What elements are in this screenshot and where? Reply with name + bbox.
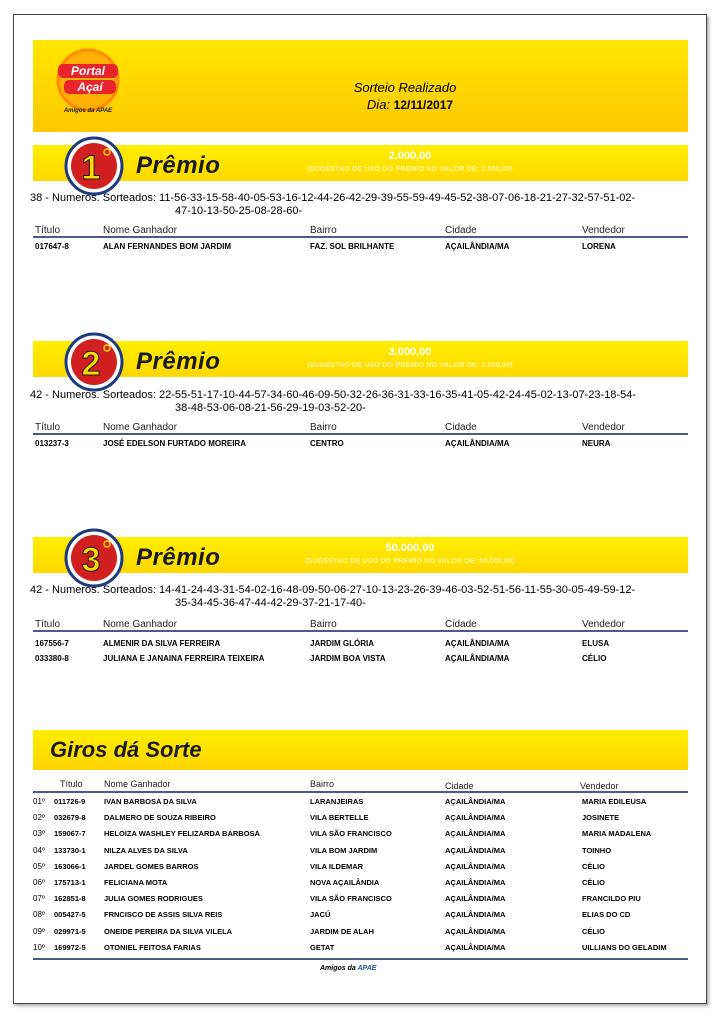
- col-head-bairro: Bairro: [310, 225, 337, 236]
- col-head-cidade: Cidade: [445, 422, 477, 433]
- footer-org: APAE: [357, 965, 377, 972]
- giros-cidade: AÇAILÂNDIA/MA: [445, 894, 506, 904]
- winner-vendedor: ELUSA: [582, 639, 610, 648]
- giros-ordinal: 07º: [33, 894, 45, 904]
- winner-nome: ALMENIR DA SILVA FERREIRA: [103, 639, 221, 648]
- giros-bairro: JARDIM DE ALAH: [310, 926, 374, 936]
- giros-nome: OTONIEL FEITOSA FARIAS: [104, 942, 201, 952]
- winner-nome: JULIANA E JANAINA FERREIRA TEIXEIRA: [103, 654, 265, 663]
- prize-1-numbers-line1: 11-56-33-15-58-40-05-53-16-12-44-26-42-29-39-55-59-49-45-52-38-07-06-18-21-27-32-57-51-02-: [159, 192, 636, 204]
- prize-3-ordinal: 3: [81, 541, 101, 579]
- giros-titulo: 163066-1: [54, 861, 86, 871]
- col-head-bairro: Bairro: [310, 619, 337, 630]
- winner-vendedor: LORENA: [582, 242, 616, 251]
- prize-2-ordinal: 2: [81, 345, 101, 383]
- prize-1-numbers-line2: 47-10-13-50-25-08-28-60-: [175, 205, 303, 217]
- giros-bairro: VILA BERTELLE: [310, 813, 369, 823]
- prize-2-rule: [33, 433, 688, 435]
- prize-1-numbers: [30, 192, 695, 218]
- winner-vendedor: CÉLIO: [582, 654, 607, 663]
- giros-bairro: LARANJEIRAS: [310, 797, 364, 806]
- giros-nome: FRNCISCO DE ASSIS SILVA REIS: [104, 910, 223, 920]
- giros-titulo: 011726-9: [54, 797, 86, 806]
- giros-ordinal: 06º: [33, 878, 45, 887]
- prize-3-numbers: [30, 584, 695, 610]
- giros-ordinal: 03º: [33, 829, 45, 839]
- winner-nome: JOSÉ EDELSON FURTADO MOREIRA: [103, 439, 246, 448]
- col-head-titulo: Título: [35, 422, 61, 433]
- winner-cidade: AÇAILÂNDIA/MA: [445, 242, 510, 251]
- giros-head-bairro: Bairro: [310, 779, 335, 789]
- giros-bairro: JACÚ: [310, 910, 331, 920]
- prize-2-word: Prêmio: [136, 348, 221, 375]
- giros-nome: JARDEL GOMES BARROS: [104, 861, 199, 871]
- winner-bairro: JARDIM GLÓRIA: [310, 639, 374, 648]
- giros-cidade: AÇAILÂNDIA/MA: [445, 845, 506, 855]
- giros-vendedor: MARIA MADALENA: [582, 829, 652, 839]
- winner-cidade: AÇAILÂNDIA/MA: [445, 439, 510, 448]
- footer-prefix: Amigos da: [320, 965, 356, 972]
- prize-1-value: 2.000,00: [388, 150, 432, 162]
- prize-2-numbers-label: 42 - Numeros. Sorteados:: [30, 389, 156, 401]
- prize-2-numbers-line2: 38-48-53-06-08-21-56-29-19-03-52-20-: [175, 402, 366, 414]
- prize-3-word: Prêmio: [136, 544, 221, 571]
- giros-cidade: AÇAILÂNDIA/MA: [445, 910, 506, 920]
- date-label: Dia:: [366, 97, 391, 112]
- prize-2-numbers: [30, 389, 695, 415]
- winner-bairro: CENTRO: [310, 439, 344, 448]
- winner-titulo: 167556-7: [35, 639, 69, 648]
- prize-1-numbers-label: 38 - Numeros. Sorteados:: [30, 192, 156, 204]
- giros-vendedor: UILLIANS DO GELADIM: [582, 942, 667, 952]
- winner-bairro: JARDIM BOA VISTA: [310, 654, 386, 663]
- prize-3-numbers-line1: 14-41-24-43-31-54-02-16-48-09-50-06-27-10-13-23-26-39-46-03-52-51-56-11-55-30-05-49-59-12-: [159, 584, 636, 596]
- giros-titulo: 032679-8: [54, 813, 86, 823]
- giros-ordinal: 10º: [33, 942, 45, 952]
- prize-3-numbers-line2: 35-34-45-36-47-44-42-29-37-21-17-40-: [175, 597, 366, 609]
- giros-titulo: 029971-5: [54, 926, 86, 936]
- col-head-vendedor: Vendedor: [582, 422, 625, 433]
- winner-cidade: AÇAILÂNDIA/MA: [445, 639, 510, 648]
- giros-nome: DALMERO DE SOUZA RIBEIRO: [104, 813, 216, 823]
- page-title: Sorteio Realizado: [353, 80, 457, 95]
- col-head-titulo: Título: [35, 225, 61, 236]
- giros-bairro: VILA SÃO FRANCISCO: [310, 894, 392, 904]
- prize-3-numbers-label: 42 - Numeros. Sorteados:: [30, 584, 156, 596]
- prize-3-rule: [33, 630, 688, 632]
- col-head-cidade: Cidade: [445, 619, 477, 630]
- giros-ordinal: 08º: [33, 910, 45, 920]
- giros-head-vendedor: Vendedor: [580, 781, 619, 791]
- prize-3-value: 50.000,00: [385, 542, 435, 554]
- date-value: 12/11/2017: [393, 98, 454, 112]
- logo-subtitle: Amigos da APAE: [63, 108, 113, 114]
- giros-bairro: NOVA AÇAILÂNDIA: [310, 878, 380, 887]
- giros-head-cidade: Cidade: [445, 781, 474, 791]
- footer-brand: [320, 965, 376, 972]
- giros-titulo: 162851-8: [54, 894, 86, 904]
- giros-nome: FELICIANA MOTA: [104, 878, 168, 887]
- giros-vendedor: ELIAS DO CD: [582, 910, 631, 920]
- prize-1-ordinal: 1: [81, 149, 101, 187]
- winner-nome: ALAN FERNANDES BOM JARDIM: [103, 242, 231, 251]
- giros-nome: ONEIDE PEREIRA DA SILVA VILELA: [104, 926, 233, 936]
- footer-rule: [33, 958, 688, 960]
- giros-head-nome: Nome Ganhador: [104, 779, 171, 789]
- prize-1-suggestion: (SUGESTAO DE USO DO PREMIO NO VALOR DE: 2.000,00): [307, 166, 513, 173]
- giros-titulo: 169972-5: [54, 942, 86, 952]
- giros-titulo: 133730-1: [54, 845, 86, 855]
- col-head-cidade: Cidade: [445, 225, 477, 236]
- giros-ordinal: 02º: [33, 813, 45, 823]
- prize-2-value: 3.000,00: [388, 346, 432, 358]
- giros-vendedor: CÉLIO: [582, 861, 605, 871]
- giros-cidade: AÇAILÂNDIA/MA: [445, 942, 506, 952]
- giros-ordinal: 09º: [33, 926, 45, 936]
- giros-bairro: VILA BOM JARDIM: [310, 845, 378, 855]
- col-head-vendedor: Vendedor: [582, 619, 625, 630]
- col-head-nome: Nome Ganhador: [103, 225, 177, 236]
- giros-vendedor: CÉLIO: [582, 878, 605, 887]
- winner-titulo: 013237-3: [35, 439, 69, 448]
- giros-bairro: VILA ILDEMAR: [310, 861, 364, 871]
- giros-vendedor: MARIA EDILEUSA: [582, 797, 647, 806]
- winner-titulo: 033380-8: [35, 654, 69, 663]
- giros-cidade: AÇAILÂNDIA/MA: [445, 813, 506, 823]
- winner-bairro: FAZ. SOL BRILHANTE: [310, 242, 395, 251]
- giros-title: Giros dá Sorte: [50, 737, 202, 762]
- giros-titulo: 175713-1: [54, 878, 86, 887]
- giros-nome: IVAN BARBOSA DA SILVA: [104, 797, 197, 806]
- giros-nome: JULIA GOMES RODRIGUES: [104, 894, 203, 904]
- prize-3-badge-icon: [64, 528, 124, 588]
- giros-titulo: 159067-7: [54, 829, 86, 839]
- prize-2-numbers-line1: 22-55-51-17-10-44-57-34-60-46-09-50-32-26-36-31-33-16-35-41-05-42-24-45-02-13-07-23-18-54-: [159, 389, 636, 401]
- prize-3-suggestion: (SUGESTAO DE USO DO PREMIO NO VALOR DE: 50.000,00): [305, 558, 515, 565]
- prize-1-badge-icon: [64, 136, 124, 196]
- giros-cidade: AÇAILÂNDIA/MA: [445, 829, 506, 839]
- giros-vendedor: FRANCILDO PIU: [582, 894, 641, 904]
- giros-vendedor: JOSINETE: [582, 813, 620, 823]
- portal-acai-logo: [50, 44, 130, 124]
- giros-nome: NILZA ALVES DA SILVA: [104, 845, 188, 855]
- logo-word-2: Açaí: [77, 80, 103, 94]
- prize-2-suggestion: (SUGESTAO DE USO DO PREMIO NO VALOR DE: 3.000,00): [307, 362, 513, 369]
- logo-word-1: Portal: [70, 64, 106, 78]
- col-head-vendedor: Vendedor: [582, 225, 625, 236]
- giros-cidade: AÇAILÂNDIA/MA: [445, 926, 506, 936]
- giros-ordinal: 01º: [33, 797, 45, 806]
- giros-ordinal: 04º: [33, 845, 45, 855]
- giros-nome: HELOIZA WASHLEY FELIZARDA BARBOSA: [104, 829, 260, 839]
- draw-date: [290, 97, 530, 112]
- giros-cidade: AÇAILÂNDIA/MA: [445, 878, 506, 887]
- giros-ordinal: 05º: [33, 861, 45, 871]
- winner-cidade: AÇAILÂNDIA/MA: [445, 654, 510, 663]
- col-head-nome: Nome Ganhador: [103, 619, 177, 630]
- giros-bairro: GETAT: [310, 942, 335, 952]
- giros-cidade: AÇAILÂNDIA/MA: [445, 861, 506, 871]
- prize-2-badge-icon: [64, 332, 124, 392]
- winner-vendedor: NEURA: [582, 439, 611, 448]
- prize-1-word: Prêmio: [136, 152, 221, 179]
- col-head-titulo: Título: [35, 619, 61, 630]
- giros-cidade: AÇAILÂNDIA/MA: [445, 797, 506, 806]
- giros-vendedor: CÉLIO: [582, 926, 605, 936]
- giros-head-titulo: Título: [60, 779, 83, 789]
- prize-1-rule: [33, 236, 688, 238]
- giros-rule: [33, 791, 688, 793]
- giros-titulo: 005427-5: [54, 910, 86, 920]
- col-head-bairro: Bairro: [310, 422, 337, 433]
- winner-titulo: 017647-8: [35, 242, 69, 251]
- giros-bairro: VILA SÃO FRANCISCO: [310, 829, 392, 839]
- col-head-nome: Nome Ganhador: [103, 422, 177, 433]
- giros-vendedor: TOINHO: [582, 845, 612, 855]
